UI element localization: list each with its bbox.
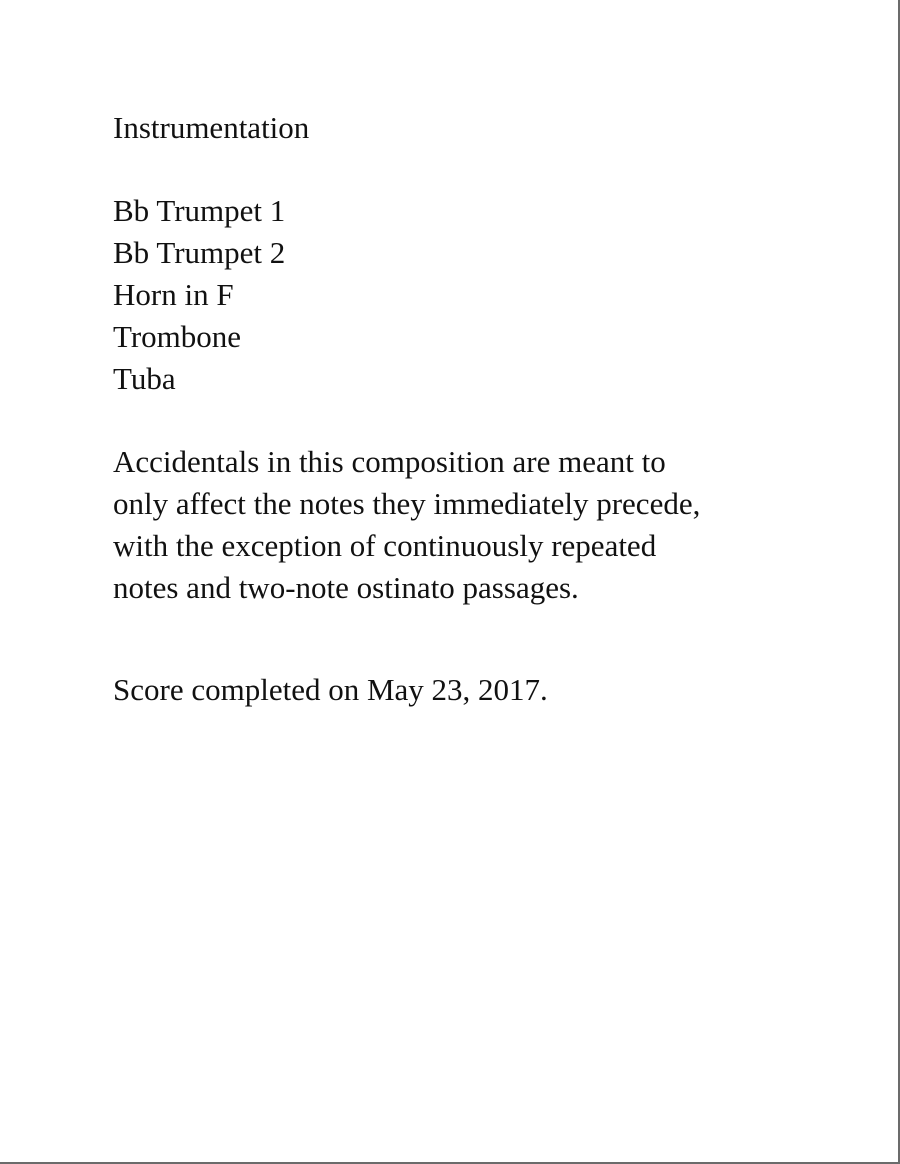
- note-line: with the exception of continuously repeated: [113, 528, 657, 563]
- instrument-list: [113, 190, 813, 400]
- note-line: Accidentals in this composition are meant to: [113, 444, 666, 479]
- instrument-item: Horn in F: [113, 277, 234, 312]
- instrument-item: Trombone: [113, 319, 242, 354]
- instrument-item: Tuba: [113, 361, 176, 396]
- instrumentation-heading: Instrumentation: [113, 110, 310, 145]
- page-content: [113, 107, 813, 711]
- instrument-item: Bb Trumpet 1: [113, 193, 286, 228]
- completion-date: Score completed on May 23, 2017.: [113, 672, 548, 707]
- note-line: notes and two-note ostinato passages.: [113, 570, 579, 605]
- instrument-item: Bb Trumpet 2: [113, 235, 286, 270]
- accidentals-note: [113, 441, 793, 609]
- note-line: only affect the notes they immediately precede,: [113, 486, 701, 521]
